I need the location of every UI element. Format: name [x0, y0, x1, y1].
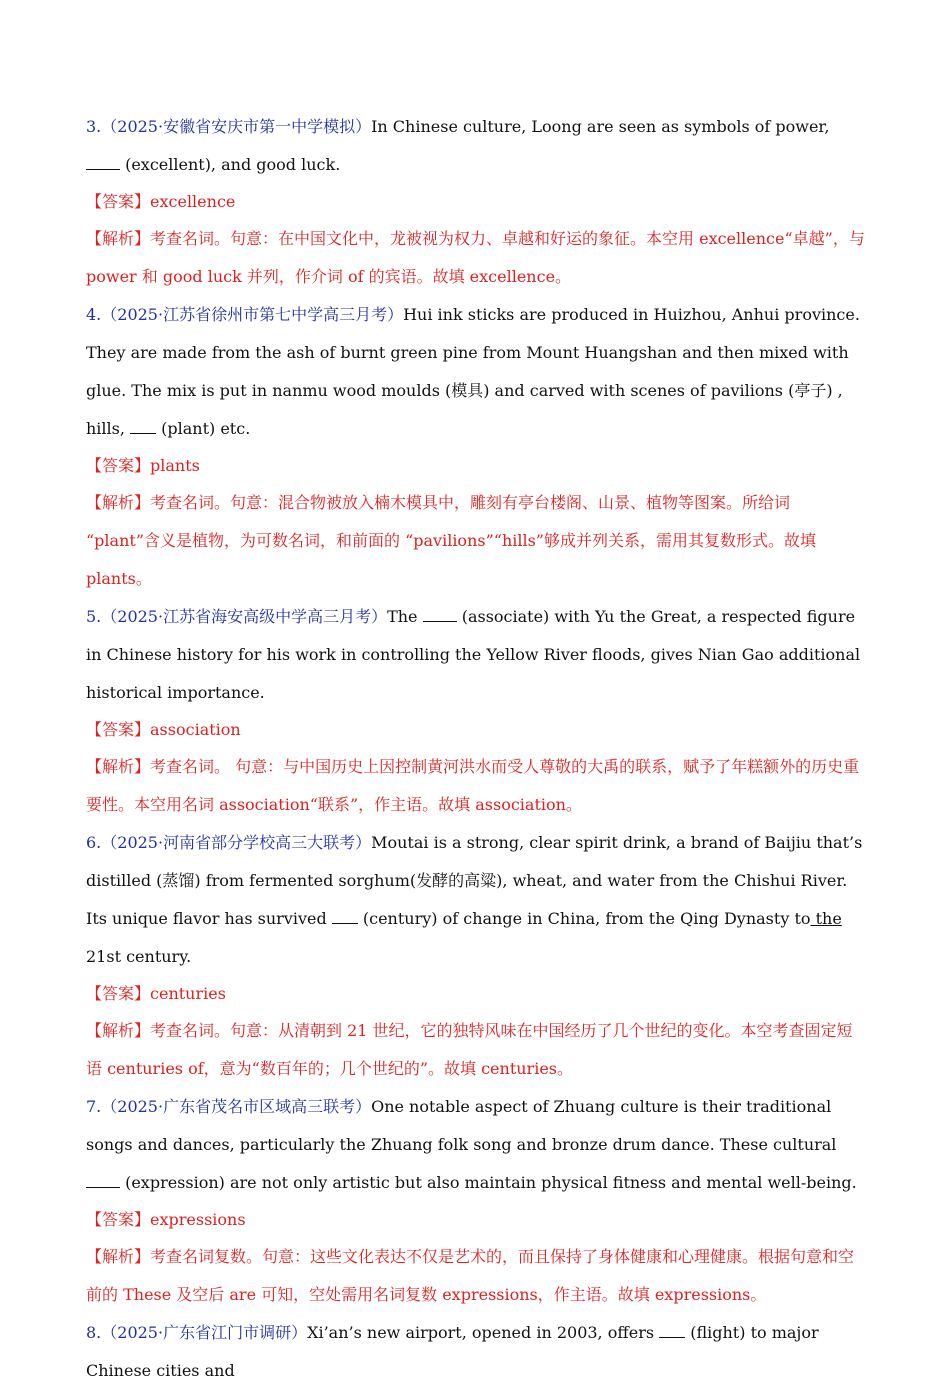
- analysis-label: 【解析】: [86, 229, 151, 248]
- fill-blank: [130, 419, 156, 434]
- analysis-5: [86, 748, 866, 824]
- answer-5: [86, 712, 866, 748]
- fill-blank: [86, 155, 120, 170]
- question-7: [86, 1088, 866, 1202]
- question-text: In Chinese culture, Loong are seen as symbols of power,: [371, 117, 830, 136]
- analysis-text: 考查名词。句意：混合物被放入楠木模具中，雕刻有亭台楼阁、山景、植物等图案。所给词 “plant”含义是植物，为可数名词，和前面的 “pavilions”“hills”够成并列关系，需用其复数形式。故填 plants。: [86, 493, 816, 588]
- fill-blank: [659, 1323, 685, 1338]
- question-number: 7.: [86, 1097, 102, 1116]
- answer-6: [86, 976, 866, 1012]
- answer-label: 【答案】: [86, 984, 151, 1003]
- fill-blank: [332, 909, 358, 924]
- answer-3: [86, 184, 866, 220]
- analysis-label: 【解析】: [86, 757, 151, 776]
- analysis-6: [86, 1012, 866, 1088]
- analysis-text: 考查名词。 句意：与中国历史上因控制黄河洪水而受人尊敬的大禹的联系，赋予了年糕额外的历史重要性。本空用名词 association“联系”，作主语。故填 association。: [86, 757, 860, 814]
- answer-label: 【答案】: [86, 192, 151, 211]
- question-4: [86, 296, 866, 448]
- question-text: Hui ink sticks are produced in Huizhou, Anhui province. They are made from the ash of burnt green pine from Mount Huangshan and then mixed with glue. The mix is put in nanmu wood moulds (模具) and carved with scenes of pavilions (亭子) , hills,: [86, 305, 860, 438]
- question-number: 8.: [86, 1323, 102, 1342]
- analysis-7: [86, 1238, 866, 1314]
- analysis-label: 【解析】: [86, 1247, 151, 1266]
- fill-blank: [86, 1173, 120, 1188]
- question-text: Xi’an’s new airport, opened in 2003, offers: [307, 1323, 660, 1342]
- question-number: 3.: [86, 117, 102, 136]
- analysis-text: 考查名词复数。句意：这些文化表达不仅是艺术的，而且保持了身体健康和心理健康。根据句意和空前的 These 及空后 are 可知，空处需用名词复数 expressions，作主语。故填 expressions。: [86, 1247, 855, 1304]
- analysis-4: [86, 484, 866, 598]
- underlined-text: the: [810, 909, 842, 928]
- answer-4: [86, 448, 866, 484]
- answer-label: 【答案】: [86, 720, 151, 739]
- answer-value: excellence: [150, 192, 236, 211]
- answer-value: plants: [150, 456, 200, 475]
- analysis-3: [86, 220, 866, 296]
- question-text: (excellent), and good luck.: [120, 155, 341, 174]
- answer-value: association: [150, 720, 241, 739]
- question-8: [86, 1314, 866, 1390]
- question-source: （2025·江苏省海安高级中学高三月考）: [101, 607, 388, 626]
- question-text: (associate) with Yu the Great, a respected figure in Chinese history for his work in controlling the Yellow River floods, gives Nian Gao additional historical importance.: [86, 607, 861, 702]
- answer-label: 【答案】: [86, 456, 151, 475]
- question-number: 6.: [86, 833, 102, 852]
- analysis-text: 考查名词。句意：在中国文化中，龙被视为权力、卓越和好运的象征。本空用 excellence“卓越”，与 power 和 good luck 并列，作介词 of 的宾语。故填 excellence。: [86, 229, 865, 286]
- question-text: One notable aspect of Zhuang culture is their traditional songs and dances, particularly the Zhuang folk song and bronze drum dance. These cultural: [86, 1097, 837, 1154]
- answer-value: centuries: [150, 984, 226, 1003]
- analysis-label: 【解析】: [86, 1021, 151, 1040]
- answer-7: [86, 1202, 866, 1238]
- question-text: (plant) etc.: [156, 419, 251, 438]
- question-text: (expression) are not only artistic but also maintain physical fitness and mental well-being.: [120, 1173, 857, 1192]
- question-number: 5.: [86, 607, 102, 626]
- question-number: 4.: [86, 305, 102, 324]
- analysis-text: 考查名词。句意：从清朝到 21 世纪，它的独特风味在中国经历了几个世纪的变化。本空考查固定短语 centuries of，意为“数百年的；几个世纪的”。故填 centuries。: [86, 1021, 853, 1078]
- question-6: [86, 824, 866, 976]
- question-source: （2025·安徽省安庆市第一中学模拟）: [101, 117, 372, 136]
- question-text: (flight) to major Chinese cities and: [86, 1323, 819, 1380]
- question-3: [86, 108, 866, 184]
- document-page: [86, 108, 866, 1390]
- question-source: （2025·江苏省徐州市第七中学高三月考）: [101, 305, 404, 324]
- question-text: 21st century.: [86, 947, 192, 966]
- question-text: The: [387, 607, 423, 626]
- question-source: （2025·广东省江门市调研）: [101, 1323, 308, 1342]
- answer-label: 【答案】: [86, 1210, 151, 1229]
- answer-value: expressions: [150, 1210, 246, 1229]
- question-5: [86, 598, 866, 712]
- fill-blank: [423, 607, 457, 622]
- question-text: Moutai is a strong, clear spirit drink, a brand of Baijiu that’s distilled (蒸馏) from fermented sorghum(发酵的高粱), wheat, and water from the Chishui River. Its unique flavor has survived: [86, 833, 863, 928]
- analysis-label: 【解析】: [86, 493, 151, 512]
- question-text: (century) of change in China, from the Qing Dynasty to: [357, 909, 811, 928]
- question-source: （2025·广东省茂名市区域高三联考）: [101, 1097, 372, 1116]
- question-source: （2025·河南省部分学校高三大联考）: [101, 833, 372, 852]
